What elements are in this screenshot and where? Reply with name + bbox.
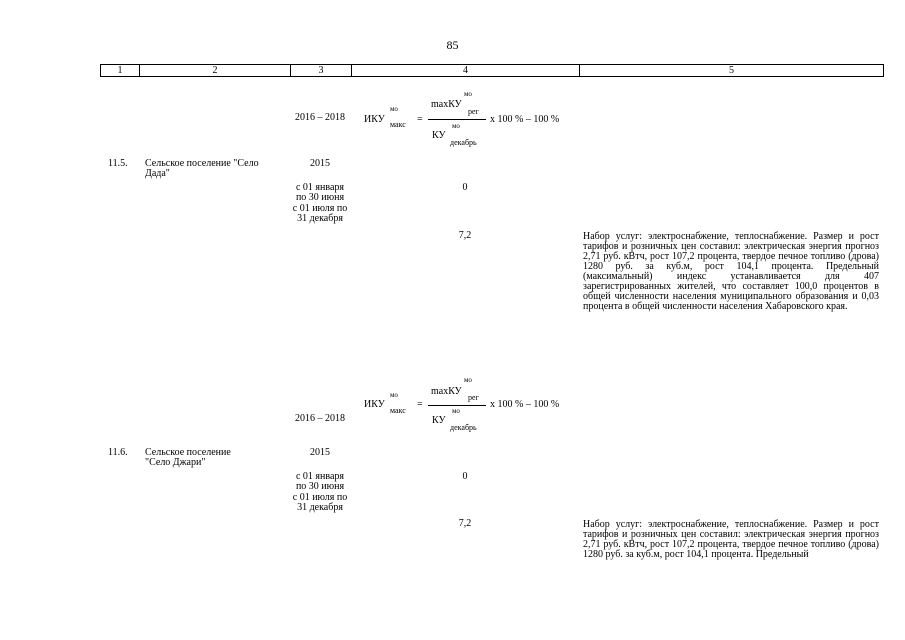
- formula-lhs-sup: мо: [390, 391, 398, 399]
- period-second-half: с 01 июля по 31 декабря: [292, 203, 348, 224]
- formula-eq: =: [417, 399, 423, 410]
- formula-den-sub: декабрь: [450, 138, 477, 147]
- header-col-5: 5: [729, 65, 734, 76]
- period-2016-2018: 2016 – 2018: [295, 413, 345, 424]
- index-value: 7,2: [458, 230, 472, 241]
- formula-den-sub: декабрь: [450, 423, 477, 432]
- formula-num: maxКУ: [431, 386, 462, 397]
- header-col-3: 3: [318, 65, 324, 76]
- index-value: 0: [462, 182, 468, 193]
- formula-num-sub: рег: [468, 393, 479, 402]
- formula-lhs-sub: макс: [390, 120, 406, 129]
- service-description: Набор услуг: электроснабжение, теплоснабжение. Размер и рост тарифов и розничных цен составил: электрическая энергия прогноз 2,71 руб. кВтч, рост 107,2 процента, твердое печное топливо (дрова) 1280 руб. за куб.м, рост 104,1 процента. Предельный: [583, 519, 879, 560]
- index-value: 7,2: [458, 518, 472, 529]
- period-first-half: с 01 января по 30 июня: [295, 471, 345, 492]
- page-number: 85: [446, 38, 459, 52]
- formula-num-sup: мо: [464, 376, 472, 384]
- settlement-name: Сельское поселение "Село Джари": [145, 447, 231, 468]
- period-2016-2018: 2016 – 2018: [295, 112, 345, 123]
- formula-lhs-sub: макс: [390, 406, 406, 415]
- base-year: 2015: [310, 447, 330, 458]
- header-col-4: 4: [463, 65, 468, 76]
- formula-eq: =: [417, 114, 423, 125]
- service-description: Набор услуг: электроснабжение, теплоснабжение. Размер и рост тарифов и розничных цен составил: электрическая энергия прогноз 2,71 руб. кВтч, рост 107,2 процента, твердое печное топливо (дрова) 1280 руб. за куб.м, рост 104,1 процента. Предельный (максимальный) индекс устанавливается для 407 зарегистрированных жителей, что составляет 100,0 процентов в общей численности населения муниципального образования и 0,03 процента в общей численности населения Хабаровского края.: [583, 231, 879, 312]
- base-year: 2015: [310, 158, 330, 169]
- formula-lhs: ИКУ: [364, 114, 385, 125]
- row-number: 11.6.: [108, 447, 128, 458]
- formula-den-sup: мо: [452, 122, 460, 130]
- period-first-half: с 01 января по 30 июня: [295, 182, 345, 203]
- formula-num: maxКУ: [431, 99, 462, 110]
- formula-lhs: ИКУ: [364, 399, 385, 410]
- formula-den-sup: мо: [452, 407, 460, 415]
- formula-num-sup: мо: [464, 90, 472, 98]
- formula-num-sub: рег: [468, 107, 479, 116]
- index-value: 0: [462, 471, 468, 482]
- table-header-row: [100, 64, 884, 77]
- settlement-name: Сельское поселение "Село Дада": [145, 158, 259, 179]
- formula-den: КУ: [432, 130, 446, 141]
- formula-tail: x 100 % – 100 %: [490, 399, 560, 410]
- period-second-half: с 01 июля по 31 декабря: [292, 492, 348, 513]
- header-col-2: 2: [212, 65, 218, 76]
- row-number: 11.5.: [108, 158, 128, 169]
- formula-tail: x 100 % – 100 %: [490, 114, 560, 125]
- formula-lhs-sup: мо: [390, 105, 398, 113]
- header-col-1: 1: [117, 65, 123, 76]
- formula-den: КУ: [432, 415, 446, 426]
